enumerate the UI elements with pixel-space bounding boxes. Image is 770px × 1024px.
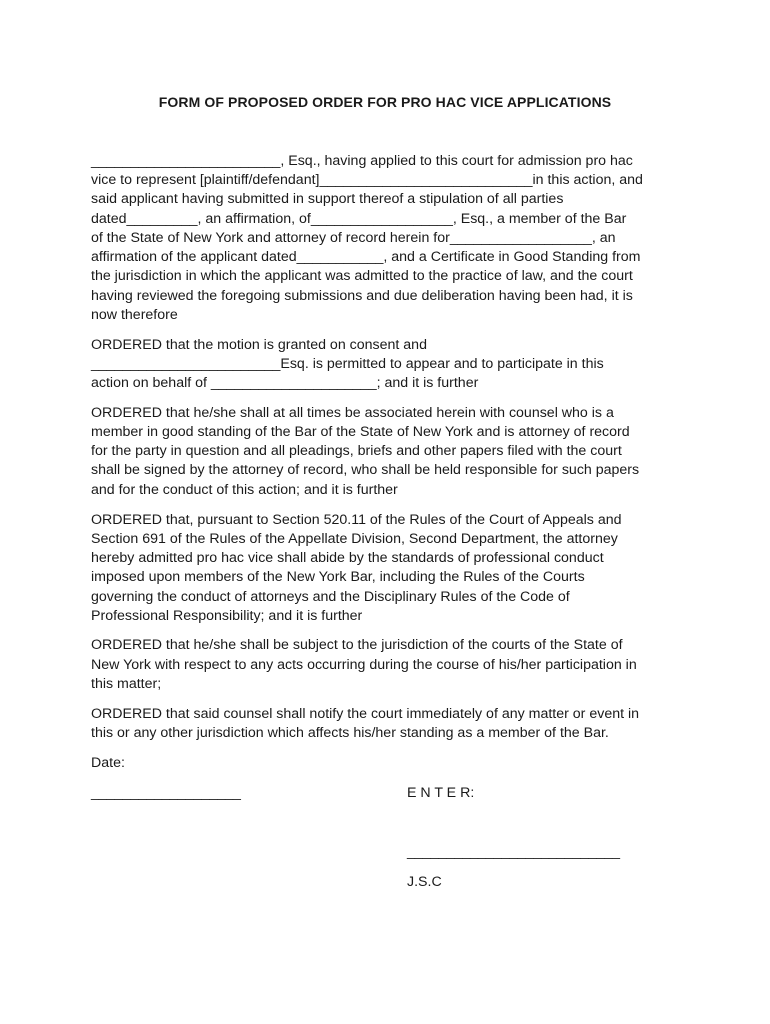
judge-signature-line: ___________________________ [407, 844, 621, 860]
paragraph-2-line: ORDERED that the motion is granted on consent and [91, 337, 427, 353]
paragraph-4-line: Professional Responsibility; and it is further [91, 608, 363, 624]
enter-label: E N T E R: [407, 785, 475, 801]
paragraph-1-line: of the State of New York and attorney of record herein for__________________, an [91, 230, 616, 246]
paragraph-6-line: this or any other jurisdiction which affects his/her standing as a member of the Bar. [91, 725, 609, 741]
document-title: FORM OF PROPOSED ORDER FOR PRO HAC VICE APPLICATIONS [158, 94, 612, 110]
paragraph-3-line: and for the conduct of this action; and it is further [91, 482, 398, 498]
paragraph-5-line: New York with respect to any acts occurring during the course of his/her participation in [91, 657, 637, 673]
paragraph-3-line: ORDERED that he/she shall at all times be associated herein with counsel who is a [91, 405, 614, 421]
paragraph-4-line: ORDERED that, pursuant to Section 520.11 of the Rules of the Court of Appeals and [91, 512, 622, 528]
paragraph-1-line: ________________________, Esq., having applied to this court for admission pro hac [91, 153, 633, 169]
paragraph-3-line: member in good standing of the Bar of the State of New York and is attorney of record [91, 424, 630, 440]
paragraph-1-line: vice to represent [plaintiff/defendant]___________________________in this action, and [91, 172, 643, 188]
paragraph-3-line: for the party in question and all pleadings, briefs and other papers filed with the court [91, 443, 622, 459]
paragraph-5-line: this matter; [91, 676, 162, 692]
paragraph-4-line: Section 691 of the Rules of the Appellate Division, Second Department, the attorney [91, 531, 618, 547]
paragraph-4-line: governing the conduct of attorneys and the Disciplinary Rules of the Code of [91, 589, 570, 605]
date-signature-line: ___________________ [91, 785, 241, 801]
paragraph-4-line: imposed upon members of the New York Bar, including the Rules of the Courts [91, 569, 585, 585]
jsc-label: J.S.C [407, 874, 442, 890]
paragraph-2-line: action on behalf of _____________________; and it is further [91, 375, 479, 391]
paragraph-1-line: dated_________, an affirmation, of__________________, Esq., a member of the Bar [91, 211, 627, 227]
date-label: Date: [91, 755, 125, 771]
paragraph-1-line: having reviewed the foregoing submissions and due deliberation having been had, it is [91, 288, 633, 304]
paragraph-1-line: the jurisdiction in which the applicant was admitted to the practice of law, and the court [91, 268, 633, 284]
paragraph-6-line: ORDERED that said counsel shall notify the court immediately of any matter or event in [91, 706, 640, 722]
paragraph-1-line: said applicant having submitted in support thereof a stipulation of all parties [91, 191, 564, 207]
paragraph-3-line: shall be signed by the attorney of record, who shall be held responsible for such papers [91, 462, 640, 478]
paragraph-4-line: hereby admitted pro hac vice shall abide by the standards of professional conduct [91, 550, 604, 566]
paragraph-2-line: ________________________Esq. is permitted to appear and to participate in this [91, 356, 604, 372]
paragraph-1-line: affirmation of the applicant dated___________, and a Certificate in Good Standing from [91, 249, 641, 265]
paragraph-1-line: now therefore [91, 307, 178, 323]
paragraph-5-line: ORDERED that he/she shall be subject to the jurisdiction of the courts of the State of [91, 637, 623, 653]
